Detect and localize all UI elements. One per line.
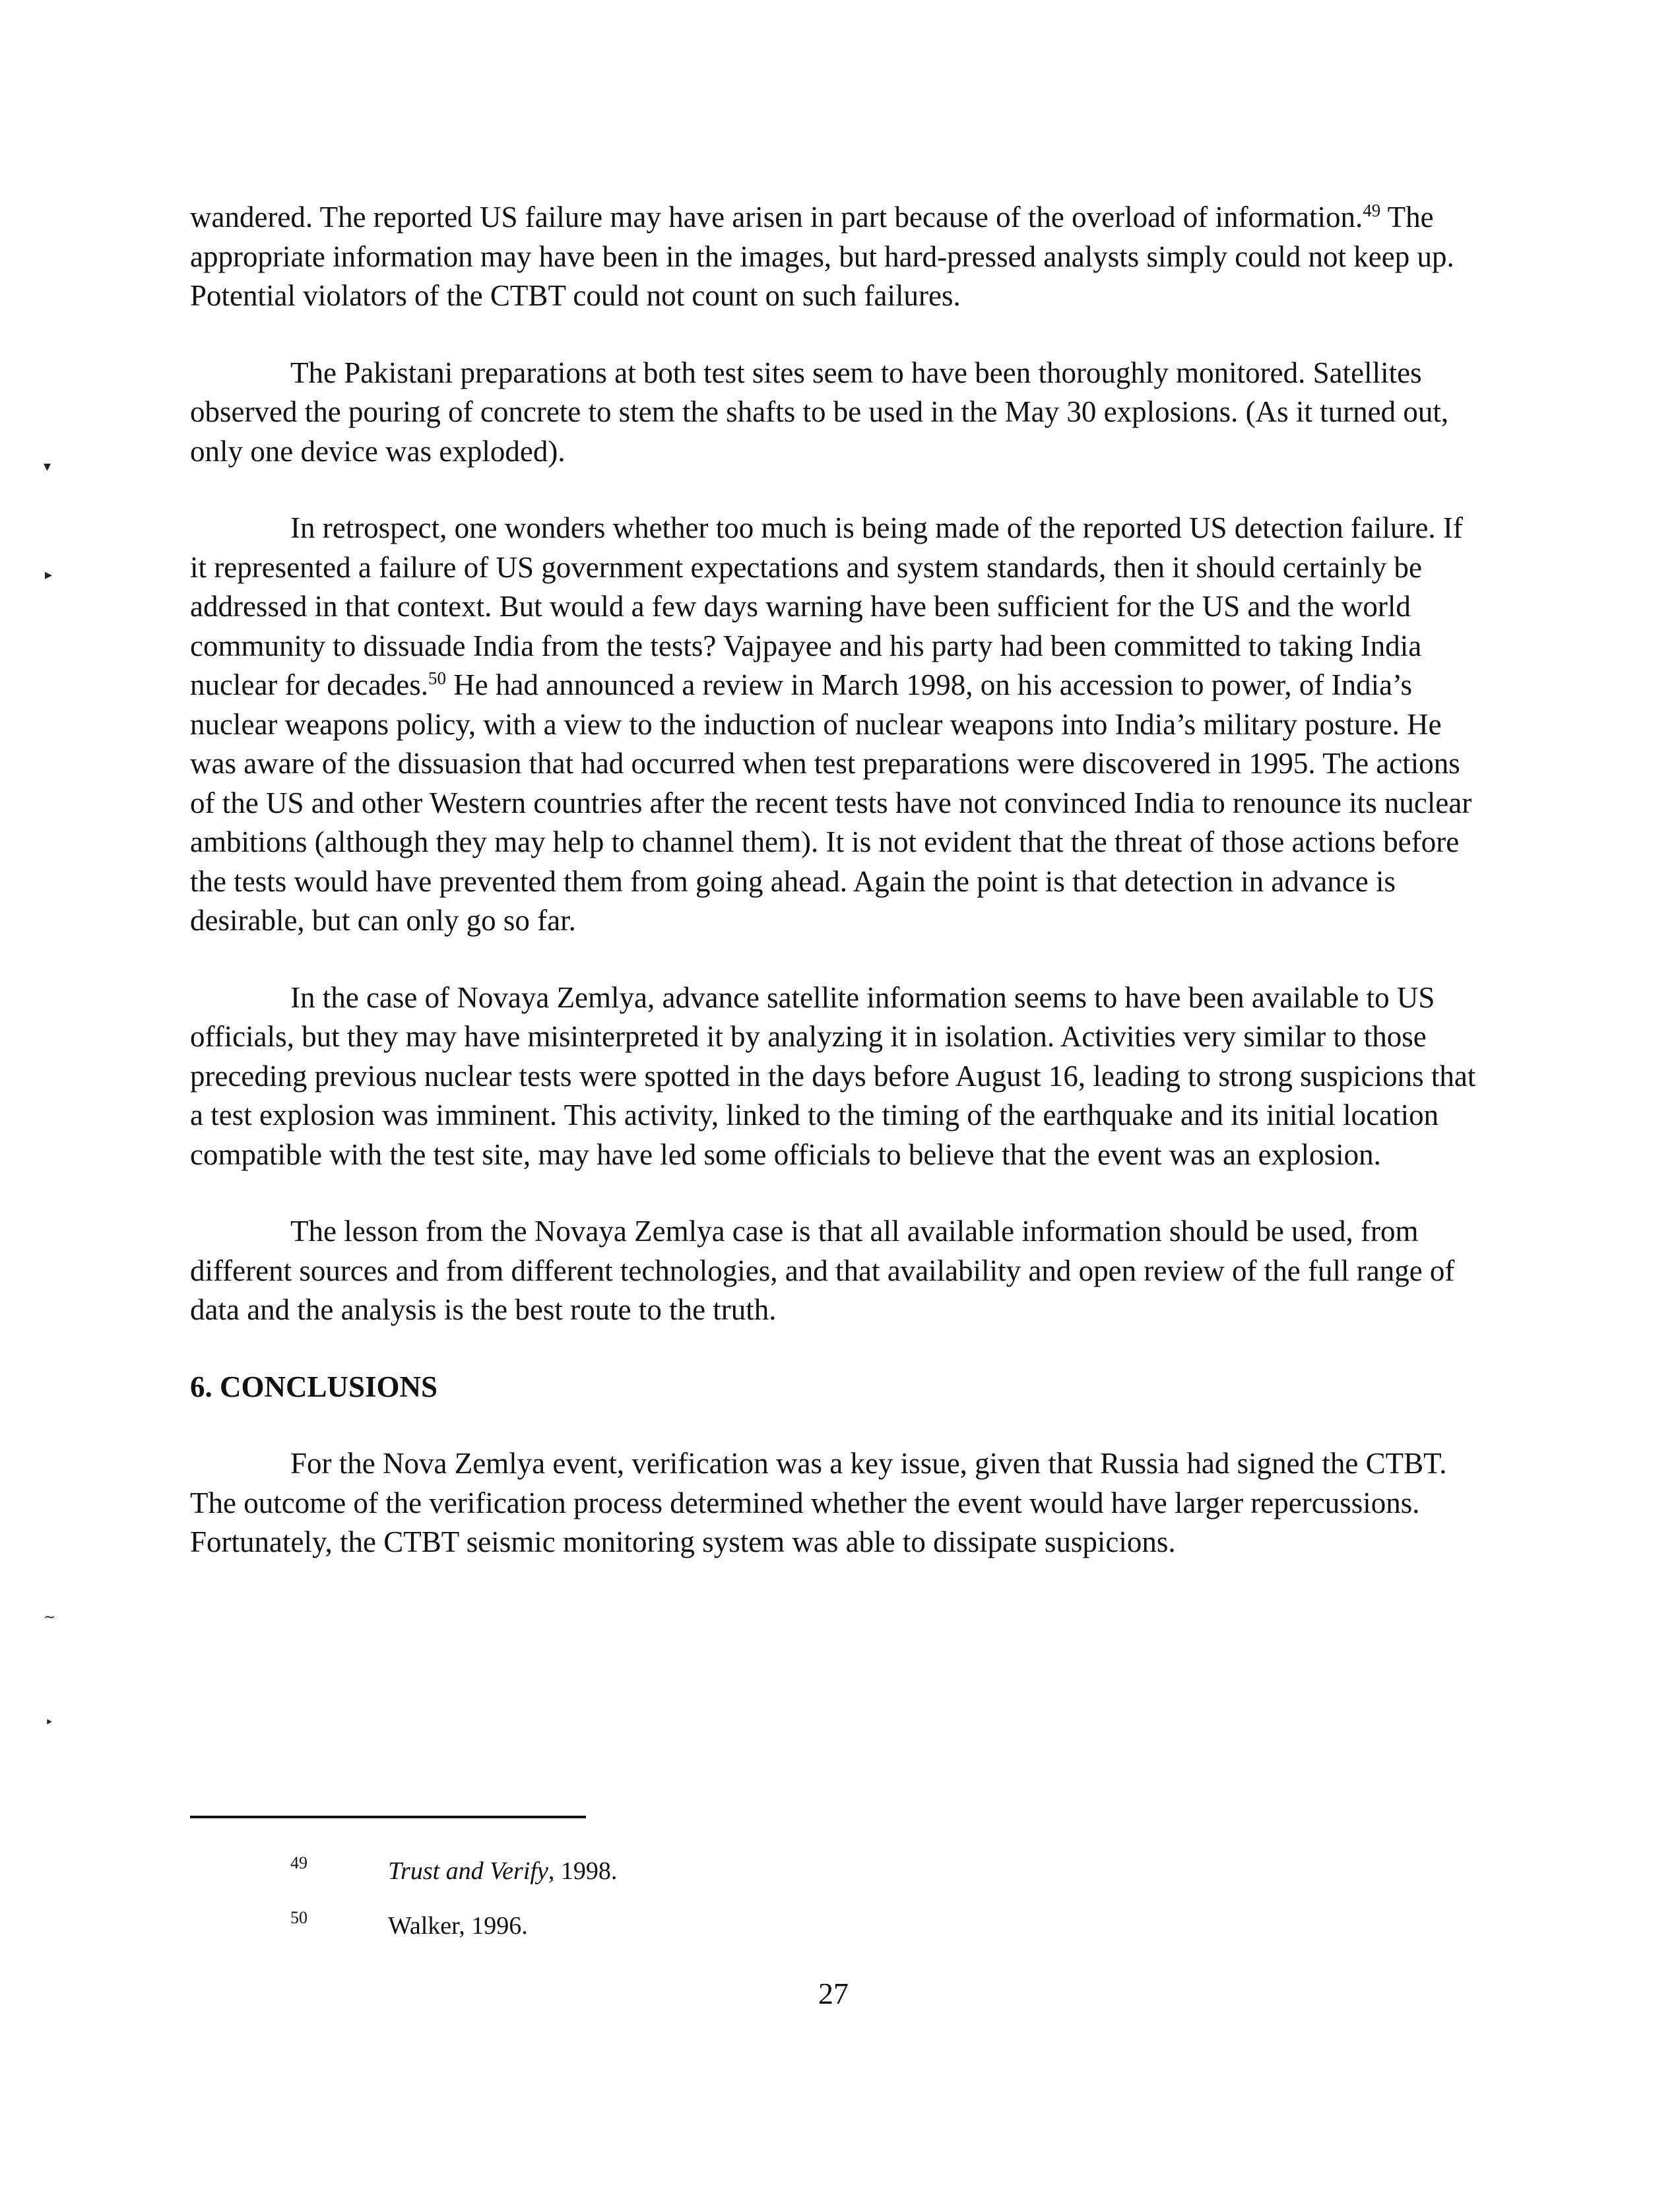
footnote-separator	[190, 1816, 586, 1818]
paragraph: In retrospect, one wonders whether too much is being made of the reported US detection failure. If it represented a failure of US government expectations and system standards, then it should certainly be addressed in that context. But would a few days warning have been sufficient for the US and the world community to dissuade India from the tests? Vajpayee and his party had been committed to taking India nuclear for decades.$^{50}$ He had announced a review in March 1998, on his accession to power, of India’s nuclear weapons policy, with a view to the induction of nuclear weapons into India’s military posture. He was aware of the dissuasion that had occurred when test preparations were discovered in 1995. The actions of the US and other Western countries after the recent tests have not convinced India to renounce its nuclear ambitions (although they may help to channel them). It is not evident that the threat of those actions before the tests would have prevented them from going ahead. Again the point is that detection in advance is desirable, but can only go so far.	[190, 511, 1472, 937]
paragraph: For the Nova Zemlya event, verification was a key issue, given that Russia had signed the CTBT. The outcome of the verification process determined whether the event would have larger repercussions. Fortunately, the CTBT seismic monitoring system was able to dissipate suspicions.	[190, 1447, 1447, 1558]
body-text	[190, 198, 1477, 1600]
footnote-reference: 49	[1363, 201, 1381, 220]
paragraph: In the case of Novaya Zemlya, advance satellite information seems to have been available to US officials, but they may have misinterpreted it by analyzing it in isolation. Activities very similar to those preceding previous nuclear tests were spotted in the days before August 16, leading to strong suspicions that a test explosion was imminent. This activity, linked to the timing of the earthquake and its initial location compatible with the test site, may have led some officials to believe that the event was an explosion.	[190, 980, 1476, 1171]
page-number: 27	[818, 1977, 849, 2010]
paragraph: wandered. The reported US failure may have arisen in part because of the overload of information.$^{49}$ The appropriate information may have been in the images, but hard-pressed analysts simply could not keep up. Potential violators of the CTBT could not count on such failures.	[190, 201, 1454, 312]
footnote-text: Walker, 1996.	[388, 1912, 528, 1940]
section-heading: 6. CONCLUSIONS	[190, 1370, 438, 1403]
footnote-number: 49	[290, 1853, 307, 1872]
scan-mark: ▾	[44, 458, 51, 474]
footnote-number: 50	[290, 1908, 307, 1927]
footnote-reference: 50	[428, 668, 447, 688]
paragraph: The Pakistani preparations at both test sites seem to have been thoroughly monitored. Satellites observed the pouring of concrete to stem the shafts to be used in the May 30 explosions. (As it turned out, only one device was exploded).	[190, 356, 1449, 468]
scan-mark: ▸	[45, 566, 53, 583]
paragraph: The lesson from the Novaya Zemlya case is that all available information should be used, from different sources and from different technologies, and that availability and open review of the full range of data and the analysis is the best route to the truth.	[190, 1215, 1455, 1326]
footnote-text: Trust and Verify, 1998.	[388, 1857, 618, 1885]
scan-mark: ∼	[44, 1609, 56, 1625]
scan-mark: ‣	[45, 1714, 53, 1731]
cited-title: Trust and Verify	[388, 1857, 548, 1885]
